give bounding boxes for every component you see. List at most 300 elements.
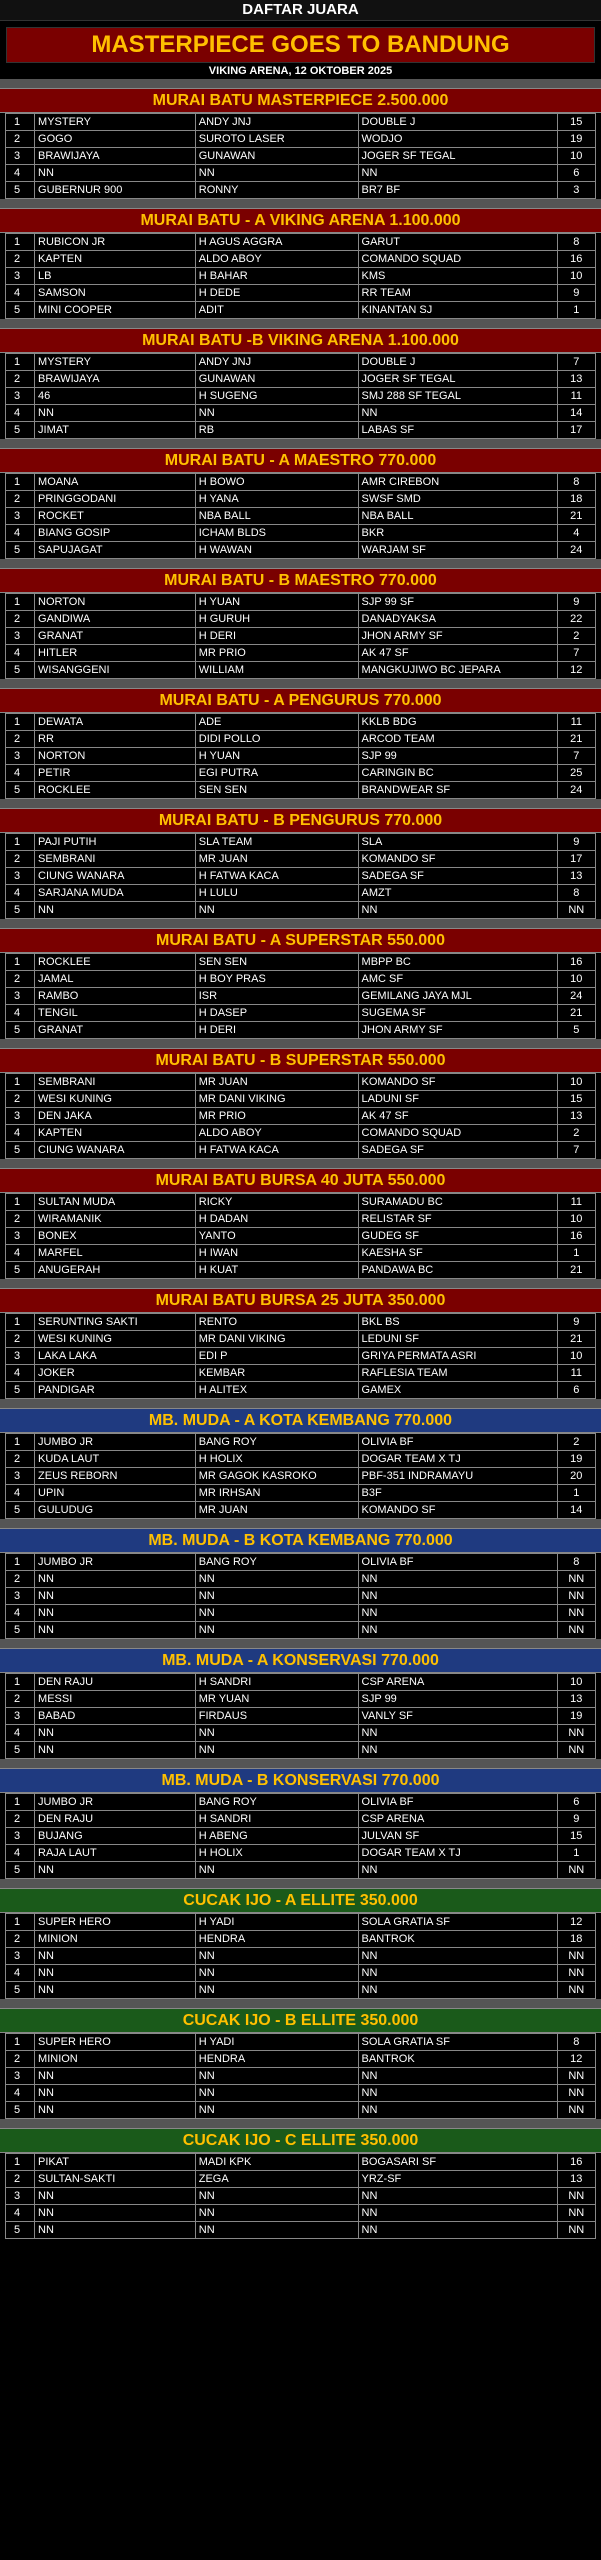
rank-cell: 5 <box>6 1862 35 1879</box>
rank-cell: 5 <box>6 542 35 559</box>
table-row <box>6 1434 596 1451</box>
owner-cell: H HOLIX <box>195 1451 358 1468</box>
team-cell: CSP ARENA <box>358 1674 557 1691</box>
table-row <box>6 868 596 885</box>
team-cell: RELISTAR SF <box>358 1211 557 1228</box>
owner-cell: H DERI <box>195 1022 358 1039</box>
owner-cell: HENDRA <box>195 1931 358 1948</box>
team-cell: VANLY SF <box>358 1708 557 1725</box>
table-row <box>6 1348 596 1365</box>
category-section <box>0 2119 601 2239</box>
table-row <box>6 1588 596 1605</box>
rank-cell: 4 <box>6 1005 35 1022</box>
ring-number-cell: NN <box>557 1571 595 1588</box>
category-section <box>0 1399 601 1519</box>
ring-number-cell: 14 <box>557 405 595 422</box>
ring-number-cell: 12 <box>557 1914 595 1931</box>
team-cell: WARJAM SF <box>358 542 557 559</box>
rank-cell: 5 <box>6 782 35 799</box>
ring-number-cell: 16 <box>557 2154 595 2171</box>
rank-cell: 4 <box>6 405 35 422</box>
ring-number-cell: 2 <box>557 1125 595 1142</box>
rank-cell: 2 <box>6 491 35 508</box>
rank-cell: 2 <box>6 2051 35 2068</box>
bird-name-cell: PIKAT <box>35 2154 196 2171</box>
owner-cell: NN <box>195 405 358 422</box>
ring-number-cell: NN <box>557 1725 595 1742</box>
team-cell: PBF-351 INDRAMAYU <box>358 1468 557 1485</box>
team-cell: KINANTAN SJ <box>358 302 557 319</box>
results-table <box>5 1673 596 1759</box>
team-cell: AMZT <box>358 885 557 902</box>
table-row <box>6 782 596 799</box>
rank-cell: 2 <box>6 1571 35 1588</box>
table-row <box>6 405 596 422</box>
section-divider <box>0 199 601 208</box>
rank-cell: 2 <box>6 971 35 988</box>
table-row <box>6 114 596 131</box>
results-table <box>5 1553 596 1639</box>
ring-number-cell: 4 <box>557 525 595 542</box>
owner-cell: ANDY JNJ <box>195 114 358 131</box>
owner-cell: GUNAWAN <box>195 371 358 388</box>
ring-number-cell: 12 <box>557 662 595 679</box>
owner-cell: MR JUAN <box>195 851 358 868</box>
rank-cell: 3 <box>6 1948 35 1965</box>
category-title: MB. MUDA - B KONSERVASI 770.000 <box>0 1768 601 1793</box>
owner-cell: NN <box>195 1588 358 1605</box>
bird-name-cell: MINION <box>35 1931 196 1948</box>
bird-name-cell: NN <box>35 2205 196 2222</box>
table-row <box>6 1828 596 1845</box>
team-cell: PANDAWA BC <box>358 1262 557 1279</box>
owner-cell: MR IRHSAN <box>195 1485 358 1502</box>
rank-cell: 4 <box>6 285 35 302</box>
ring-number-cell: 21 <box>557 731 595 748</box>
ring-number-cell: 11 <box>557 1194 595 1211</box>
table-row <box>6 1468 596 1485</box>
rank-cell: 1 <box>6 114 35 131</box>
rank-cell: 5 <box>6 1742 35 1759</box>
table-row <box>6 1914 596 1931</box>
rank-cell: 1 <box>6 354 35 371</box>
table-row <box>6 1005 596 1022</box>
table-row <box>6 1862 596 1879</box>
bird-name-cell: SEMBRANI <box>35 1074 196 1091</box>
table-row <box>6 834 596 851</box>
table-row <box>6 628 596 645</box>
bird-name-cell: BUJANG <box>35 1828 196 1845</box>
rank-cell: 5 <box>6 422 35 439</box>
rank-cell: 4 <box>6 885 35 902</box>
bird-name-cell: NN <box>35 1622 196 1639</box>
table-row <box>6 2222 596 2239</box>
rank-cell: 3 <box>6 628 35 645</box>
rank-cell: 4 <box>6 1365 35 1382</box>
owner-cell: H ALITEX <box>195 1382 358 1399</box>
ring-number-cell: 8 <box>557 885 595 902</box>
table-row <box>6 1931 596 1948</box>
table-row <box>6 2171 596 2188</box>
rank-cell: 1 <box>6 954 35 971</box>
owner-cell: NN <box>195 2205 358 2222</box>
rank-cell: 4 <box>6 765 35 782</box>
table-row <box>6 902 596 919</box>
table-row <box>6 1982 596 1999</box>
rank-cell: 2 <box>6 1211 35 1228</box>
rank-cell: 2 <box>6 251 35 268</box>
category-section <box>0 919 601 1039</box>
team-cell: YRZ-SF <box>358 2171 557 2188</box>
ring-number-cell: 10 <box>557 268 595 285</box>
owner-cell: MR GAGOK KASROKO <box>195 1468 358 1485</box>
bird-name-cell: SARJANA MUDA <box>35 885 196 902</box>
category-section <box>0 1879 601 1999</box>
table-row <box>6 2034 596 2051</box>
results-table <box>5 2033 596 2119</box>
team-cell: KOMANDO SF <box>358 1502 557 1519</box>
team-cell: KOMANDO SF <box>358 851 557 868</box>
bird-name-cell: LAKA LAKA <box>35 1348 196 1365</box>
bird-name-cell: NN <box>35 1742 196 1759</box>
ring-number-cell: 15 <box>557 1091 595 1108</box>
table-row <box>6 2154 596 2171</box>
owner-cell: H FATWA KACA <box>195 868 358 885</box>
ring-number-cell: NN <box>557 1862 595 1879</box>
rank-cell: 5 <box>6 1982 35 1999</box>
section-divider <box>0 2119 601 2128</box>
ring-number-cell: 9 <box>557 594 595 611</box>
bird-name-cell: GRANAT <box>35 628 196 645</box>
category-title: MURAI BATU - B MAESTRO 770.000 <box>0 568 601 593</box>
ring-number-cell: 8 <box>557 2034 595 2051</box>
bird-name-cell: WESI KUNING <box>35 1331 196 1348</box>
ring-number-cell: 10 <box>557 971 595 988</box>
team-cell: BANTROK <box>358 2051 557 2068</box>
rank-cell: 3 <box>6 148 35 165</box>
ring-number-cell: 17 <box>557 422 595 439</box>
ring-number-cell: 11 <box>557 1365 595 1382</box>
owner-cell: H WAWAN <box>195 542 358 559</box>
owner-cell: H YUAN <box>195 594 358 611</box>
team-cell: SADEGA SF <box>358 868 557 885</box>
ring-number-cell: 21 <box>557 1331 595 1348</box>
section-divider <box>0 1159 601 1168</box>
bird-name-cell: ROCKLEE <box>35 954 196 971</box>
owner-cell: NN <box>195 1725 358 1742</box>
team-cell: NN <box>358 1948 557 1965</box>
team-cell: NN <box>358 2102 557 2119</box>
section-divider <box>0 1039 601 1048</box>
team-cell: JHON ARMY SF <box>358 628 557 645</box>
team-cell: NN <box>358 1605 557 1622</box>
table-row <box>6 1502 596 1519</box>
results-table <box>5 833 596 919</box>
owner-cell: NN <box>195 2085 358 2102</box>
table-row <box>6 662 596 679</box>
team-cell: JOGER SF TEGAL <box>358 371 557 388</box>
table-row <box>6 1228 596 1245</box>
table-row <box>6 268 596 285</box>
owner-cell: MR DANI VIKING <box>195 1091 358 1108</box>
ring-number-cell: 1 <box>557 1845 595 1862</box>
rank-cell: 3 <box>6 1228 35 1245</box>
owner-cell: EDI P <box>195 1348 358 1365</box>
table-row <box>6 1845 596 1862</box>
rank-cell: 4 <box>6 1245 35 1262</box>
rank-cell: 1 <box>6 1794 35 1811</box>
team-cell: SWSF SMD <box>358 491 557 508</box>
ring-number-cell: NN <box>557 2205 595 2222</box>
owner-cell: MR PRIO <box>195 1108 358 1125</box>
owner-cell: MR JUAN <box>195 1502 358 1519</box>
table-row <box>6 645 596 662</box>
bird-name-cell: BABAD <box>35 1708 196 1725</box>
bird-name-cell: WESI KUNING <box>35 1091 196 1108</box>
ring-number-cell: 25 <box>557 765 595 782</box>
owner-cell: MR JUAN <box>195 1074 358 1091</box>
ring-number-cell: NN <box>557 2222 595 2239</box>
ring-number-cell: 1 <box>557 1485 595 1502</box>
bird-name-cell: PRINGGODANI <box>35 491 196 508</box>
section-divider <box>0 559 601 568</box>
table-row <box>6 971 596 988</box>
category-title: MURAI BATU BURSA 25 JUTA 350.000 <box>0 1288 601 1313</box>
section-divider <box>0 319 601 328</box>
team-cell: SUGEMA SF <box>358 1005 557 1022</box>
bird-name-cell: KUDA LAUT <box>35 1451 196 1468</box>
bird-name-cell: CIUNG WANARA <box>35 868 196 885</box>
team-cell: RAFLESIA TEAM <box>358 1365 557 1382</box>
bird-name-cell: NN <box>35 902 196 919</box>
team-cell: SJP 99 <box>358 1691 557 1708</box>
team-cell: NN <box>358 1725 557 1742</box>
section-divider <box>0 919 601 928</box>
section-divider <box>0 1399 601 1408</box>
table-row <box>6 525 596 542</box>
ring-number-cell: 17 <box>557 851 595 868</box>
ring-number-cell: 24 <box>557 782 595 799</box>
team-cell: NN <box>358 2068 557 2085</box>
bird-name-cell: MARFEL <box>35 1245 196 1262</box>
ring-number-cell: 7 <box>557 354 595 371</box>
table-row <box>6 731 596 748</box>
results-table <box>5 713 596 799</box>
category-section <box>0 1039 601 1159</box>
table-row <box>6 1965 596 1982</box>
bird-name-cell: BRAWIJAYA <box>35 148 196 165</box>
ring-number-cell: 9 <box>557 834 595 851</box>
ring-number-cell: NN <box>557 1982 595 1999</box>
bird-name-cell: GULUDUG <box>35 1502 196 1519</box>
ring-number-cell: 1 <box>557 1245 595 1262</box>
bird-name-cell: CIUNG WANARA <box>35 1142 196 1159</box>
rank-cell: 5 <box>6 1262 35 1279</box>
bird-name-cell: DEN RAJU <box>35 1811 196 1828</box>
owner-cell: NN <box>195 2068 358 2085</box>
table-row <box>6 302 596 319</box>
rank-cell: 2 <box>6 371 35 388</box>
table-row <box>6 1382 596 1399</box>
owner-cell: NN <box>195 1622 358 1639</box>
owner-cell: H DERI <box>195 628 358 645</box>
owner-cell: H FATWA KACA <box>195 1142 358 1159</box>
table-row <box>6 1451 596 1468</box>
owner-cell: YANTO <box>195 1228 358 1245</box>
ring-number-cell: 6 <box>557 165 595 182</box>
table-row <box>6 1811 596 1828</box>
bird-name-cell: PETIR <box>35 765 196 782</box>
table-row <box>6 165 596 182</box>
ring-number-cell: 21 <box>557 1262 595 1279</box>
ring-number-cell: 10 <box>557 1674 595 1691</box>
bird-name-cell: TENGIL <box>35 1005 196 1022</box>
rank-cell: 1 <box>6 2034 35 2051</box>
category-section <box>0 1639 601 1759</box>
category-section <box>0 79 601 199</box>
ring-number-cell: 13 <box>557 2171 595 2188</box>
category-title: MURAI BATU -B VIKING ARENA 1.100.000 <box>0 328 601 353</box>
ring-number-cell: 16 <box>557 954 595 971</box>
rank-cell: 3 <box>6 1468 35 1485</box>
team-cell: NN <box>358 2188 557 2205</box>
bird-name-cell: RUBICON JR <box>35 234 196 251</box>
rank-cell: 3 <box>6 2068 35 2085</box>
team-cell: COMANDO SQUAD <box>358 1125 557 1142</box>
table-row <box>6 2051 596 2068</box>
team-cell: SADEGA SF <box>358 1142 557 1159</box>
owner-cell: EGI PUTRA <box>195 765 358 782</box>
owner-cell: H DASEP <box>195 1005 358 1022</box>
bird-name-cell: PAJI PUTIH <box>35 834 196 851</box>
bird-name-cell: RAMBO <box>35 988 196 1005</box>
table-row <box>6 371 596 388</box>
table-row <box>6 1142 596 1159</box>
team-cell: GARUT <box>358 234 557 251</box>
table-row <box>6 285 596 302</box>
rank-cell: 3 <box>6 268 35 285</box>
bird-name-cell: ROCKET <box>35 508 196 525</box>
team-cell: JHON ARMY SF <box>358 1022 557 1039</box>
team-cell: SMJ 288 SF TEGAL <box>358 388 557 405</box>
page-title: DAFTAR JUARA <box>0 0 601 21</box>
team-cell: ARCOD TEAM <box>358 731 557 748</box>
owner-cell: MADI KPK <box>195 2154 358 2171</box>
rank-cell: 5 <box>6 1622 35 1639</box>
table-row <box>6 1125 596 1142</box>
results-table <box>5 1913 596 1999</box>
bird-name-cell: RR <box>35 731 196 748</box>
team-cell: BOGASARI SF <box>358 2154 557 2171</box>
bird-name-cell: NN <box>35 405 196 422</box>
ring-number-cell: 8 <box>557 234 595 251</box>
owner-cell: SEN SEN <box>195 954 358 971</box>
bird-name-cell: NN <box>35 2222 196 2239</box>
team-cell: CSP ARENA <box>358 1811 557 1828</box>
rank-cell: 1 <box>6 1674 35 1691</box>
owner-cell: NN <box>195 1571 358 1588</box>
rank-cell: 1 <box>6 594 35 611</box>
results-table <box>5 593 596 679</box>
ring-number-cell: 13 <box>557 1108 595 1125</box>
bird-name-cell: GRANAT <box>35 1022 196 1039</box>
results-table <box>5 473 596 559</box>
ring-number-cell: NN <box>557 2188 595 2205</box>
owner-cell: H BOY PRAS <box>195 971 358 988</box>
results-table <box>5 1433 596 1519</box>
owner-cell: H SANDRI <box>195 1674 358 1691</box>
owner-cell: BANG ROY <box>195 1434 358 1451</box>
team-cell: GRIYA PERMATA ASRI <box>358 1348 557 1365</box>
owner-cell: GUNAWAN <box>195 148 358 165</box>
rank-cell: 1 <box>6 1434 35 1451</box>
owner-cell: NBA BALL <box>195 508 358 525</box>
rank-cell: 3 <box>6 748 35 765</box>
category-title: MURAI BATU - A MAESTRO 770.000 <box>0 448 601 473</box>
table-row <box>6 714 596 731</box>
category-section <box>0 799 601 919</box>
owner-cell: FIRDAUS <box>195 1708 358 1725</box>
bird-name-cell: UPIN <box>35 1485 196 1502</box>
section-divider <box>0 1759 601 1768</box>
rank-cell: 1 <box>6 1194 35 1211</box>
bird-name-cell: JIMAT <box>35 422 196 439</box>
bird-name-cell: DEN RAJU <box>35 1674 196 1691</box>
table-row <box>6 1554 596 1571</box>
bird-name-cell: NN <box>35 1571 196 1588</box>
team-cell: OLIVIA BF <box>358 1434 557 1451</box>
team-cell: SJP 99 <box>358 748 557 765</box>
section-divider <box>0 1519 601 1528</box>
category-section <box>0 439 601 559</box>
team-cell: NN <box>358 1742 557 1759</box>
owner-cell: BANG ROY <box>195 1554 358 1571</box>
owner-cell: ICHAM BLDS <box>195 525 358 542</box>
rank-cell: 2 <box>6 731 35 748</box>
table-row <box>6 388 596 405</box>
owner-cell: ADE <box>195 714 358 731</box>
rank-cell: 4 <box>6 1965 35 1982</box>
bird-name-cell: MINI COOPER <box>35 302 196 319</box>
bird-name-cell: NN <box>35 2085 196 2102</box>
ring-number-cell: 9 <box>557 285 595 302</box>
owner-cell: ALDO ABOY <box>195 251 358 268</box>
table-row <box>6 1948 596 1965</box>
category-title: CUCAK IJO - C ELLITE 350.000 <box>0 2128 601 2153</box>
team-cell: NN <box>358 1862 557 1879</box>
rank-cell: 3 <box>6 388 35 405</box>
team-cell: WODJO <box>358 131 557 148</box>
rank-cell: 2 <box>6 131 35 148</box>
table-row <box>6 1605 596 1622</box>
category-section <box>0 1999 601 2119</box>
rank-cell: 5 <box>6 182 35 199</box>
team-cell: SOLA GRATIA SF <box>358 2034 557 2051</box>
team-cell: BR7 BF <box>358 182 557 199</box>
table-row <box>6 1674 596 1691</box>
ring-number-cell: NN <box>557 1965 595 1982</box>
team-cell: MBPP BC <box>358 954 557 971</box>
category-title: MB. MUDA - A KOTA KEMBANG 770.000 <box>0 1408 601 1433</box>
owner-cell: ZEGA <box>195 2171 358 2188</box>
table-row <box>6 2085 596 2102</box>
owner-cell: H ABENG <box>195 1828 358 1845</box>
team-cell: KOMANDO SF <box>358 1074 557 1091</box>
category-section <box>0 319 601 439</box>
results-table <box>5 1793 596 1879</box>
table-row <box>6 251 596 268</box>
ring-number-cell: 10 <box>557 148 595 165</box>
